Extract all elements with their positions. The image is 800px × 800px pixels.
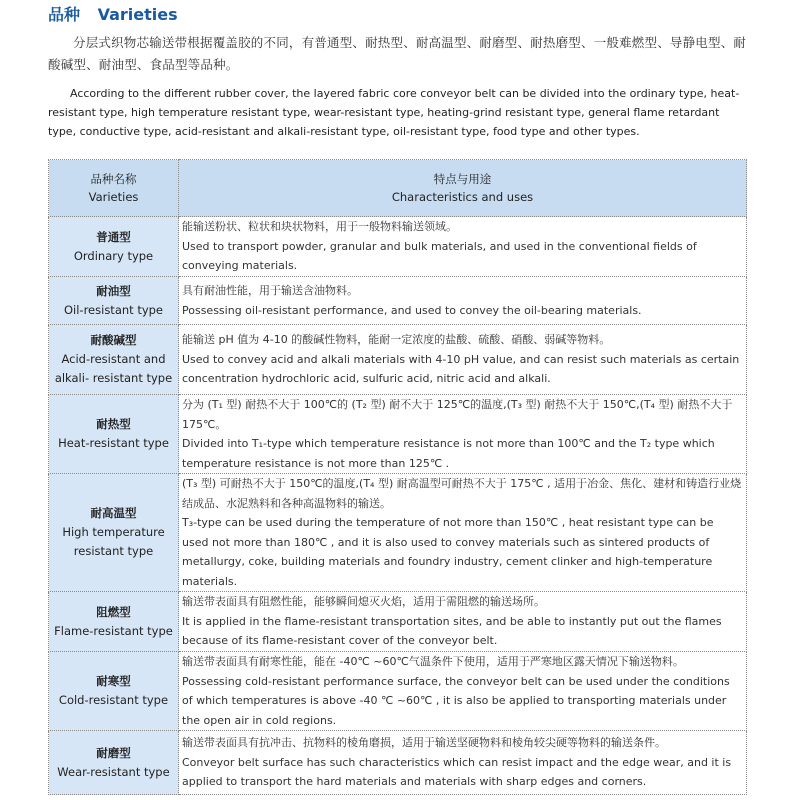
- variety-desc-zh: 输送带表面具有耐寒性能，能在 -40℃ ~60℃气温条件下使用，适用于严寒地区露天情况下输送物料。: [182, 655, 684, 668]
- variety-desc-cell: [179, 325, 747, 395]
- variety-desc-zh: 输送带表面具有抗冲击、抗物料的棱角磨损，适用于输送坚硬物料和棱角较尖硬等物料的输送条件。: [182, 736, 666, 750]
- variety-name-cell: [49, 652, 179, 731]
- variety-name-zh: 耐油型: [96, 283, 131, 298]
- table-row: [49, 731, 747, 795]
- variety-name-en: Wear-resistant type: [57, 764, 170, 779]
- variety-desc-en: Used to convey acid and alkali materials with 4-10 pH value, and can resist such materials as certain concentration hydrochloric acid, sulfuric acid, nitric acid and alkali.: [182, 352, 740, 386]
- variety-name-en: Ordinary type: [73, 248, 154, 263]
- variety-name-cell: [49, 325, 179, 395]
- variety-desc-cell: [179, 731, 747, 795]
- variety-desc-zh: 输送带表面具有阻燃性能，能够瞬间熄灭火焰，适用于需阻燃的输送场所。: [182, 595, 545, 609]
- variety-name-cell: [49, 731, 179, 795]
- variety-desc-en: Used to transport powder, granular and bulk materials, and used in the conventional fields of conveying materials.: [182, 239, 697, 273]
- variety-desc-en: Possessing oil-resistant performance, and used to convey the oil-bearing materials.: [182, 303, 642, 317]
- variety-desc-cell: [179, 474, 747, 592]
- variety-desc-en: Divided into T₁-type which temperature resistance is not more than 100℃ and the T₂ type which temperature resistance is not more than 125℃ .: [182, 437, 715, 470]
- variety-name-zh: 耐酸碱型: [90, 333, 137, 347]
- table-header-row: [49, 160, 747, 217]
- header-characteristics-zh: 特点与用途: [433, 172, 492, 186]
- variety-name-en: Acid-resistant and alkali- resistant type: [54, 352, 173, 385]
- variety-name-zh: 耐高温型: [90, 506, 137, 520]
- variety-name-en: Flame-resistant type: [54, 623, 173, 638]
- variety-name-cell: [49, 277, 179, 325]
- varieties-table-container: [48, 159, 747, 795]
- variety-name-en: Heat-resistant type: [58, 436, 169, 450]
- variety-name-cell: [49, 474, 179, 592]
- variety-name-en: Oil-resistant type: [63, 302, 164, 317]
- header-varieties: [49, 160, 179, 217]
- variety-desc-cell: [179, 217, 747, 277]
- variety-name-zh: 耐寒型: [96, 674, 131, 688]
- variety-name-cell: [49, 395, 179, 474]
- variety-name-zh: 普通型: [96, 229, 131, 244]
- table-row: [49, 325, 747, 395]
- intro-paragraph-zh: 分层式织物芯输送带根据覆盖胶的不同，有普通型、耐热型、耐高温型、耐磨型、耐热磨型、一般难燃型、导静电型、耐酸碱型、耐油型、食品型等品种。: [48, 35, 747, 72]
- variety-name-zh: 阻燃型: [96, 604, 131, 619]
- table-row: [49, 652, 747, 731]
- section-title: [48, 4, 748, 26]
- variety-name-cell: [49, 217, 179, 277]
- section-title-zh: 品种: [48, 5, 81, 24]
- variety-name-en: High temperature resistant type: [62, 525, 165, 558]
- variety-desc-cell: [179, 652, 747, 731]
- variety-desc-zh: (T₃ 型) 可耐热不大于 150℃的温度,(T₄ 型) 耐高温型可耐热不大于 175℃ , 适用于冶金、焦化、建材和铸造行业烧结成品、水泥熟料和各种高温物料的输送。: [182, 477, 742, 510]
- variety-name-cell: [49, 592, 179, 652]
- table-row: [49, 217, 747, 277]
- variety-desc-en: T₃-type can be used during the temperature of not more than 150℃ , heat resistant type can be used not more than 180℃ , and it is also used to convey materials such as sintered products of metallurgy, coke, building materials and foundry industry, cement clinker and high-temperature materials.: [182, 516, 714, 588]
- variety-desc-zh: 能输送粉状、粒状和块状物料，用于一般物料输送领域。: [182, 220, 457, 234]
- table-row: [49, 395, 747, 474]
- header-characteristics-en: Characteristics and uses: [391, 190, 534, 204]
- table-row: [49, 277, 747, 325]
- variety-desc-en: Possessing cold-resistant performance surface, the conveyor belt can be used under the conditions of which temperatures is above -40 ℃ ~60℃ , it is also be applied to transporting materials under the open air in cold regions.: [182, 674, 730, 727]
- variety-desc-cell: [179, 395, 747, 474]
- variety-desc-cell: [179, 592, 747, 652]
- varieties-table: [48, 159, 747, 795]
- variety-desc-en: It is applied in the flame-resistant transportation sites, and be able to instantly put out the flames because of its flame-resistant cover of the conveyor belt.: [182, 614, 722, 648]
- variety-desc-zh: 能输送 pH 值为 4-10 的酸碱性物料，能耐一定浓度的盐酸、硫酸、硝酸、弱碱等物料。: [182, 333, 611, 347]
- section-title-en: Varieties: [97, 5, 178, 24]
- variety-name-zh: 耐磨型: [96, 745, 131, 760]
- header-varieties-zh: 品种名称: [90, 172, 137, 186]
- page-header: [48, 4, 748, 141]
- intro-paragraph-en: According to the different rubber cover, the layered fabric core conveyor belt can be divided into the ordinary type, heat-resistant type, high temperature resistant type, wear-resistant type, heating-grind resistant type, general flame retardant type, conductive type, acid-resistant and alkali-resistant type, oil-resistant type, food type and other types.: [48, 87, 740, 138]
- variety-desc-zh: 分为 (T₁ 型) 耐热不大于 100℃的 (T₂ 型) 耐不大于 125℃的温度,(T₃ 型) 耐热不大于 150℃,(T₄ 型) 耐热不大于 175℃。: [182, 398, 733, 431]
- header-characteristics: [179, 160, 747, 217]
- table-row: [49, 592, 747, 652]
- header-varieties-en: Varieties: [88, 190, 139, 204]
- variety-name-zh: 耐热型: [96, 417, 131, 431]
- variety-desc-zh: 具有耐油性能，用于输送含油物料。: [182, 284, 358, 297]
- variety-desc-en: Conveyor belt surface has such characteristics which can resist impact and the edge wear, and it is applied to transport the hard materials and materials with sharp edges and corners.: [182, 755, 732, 789]
- table-row: [49, 474, 747, 592]
- variety-desc-cell: [179, 277, 747, 325]
- variety-name-en: Cold-resistant type: [58, 693, 169, 707]
